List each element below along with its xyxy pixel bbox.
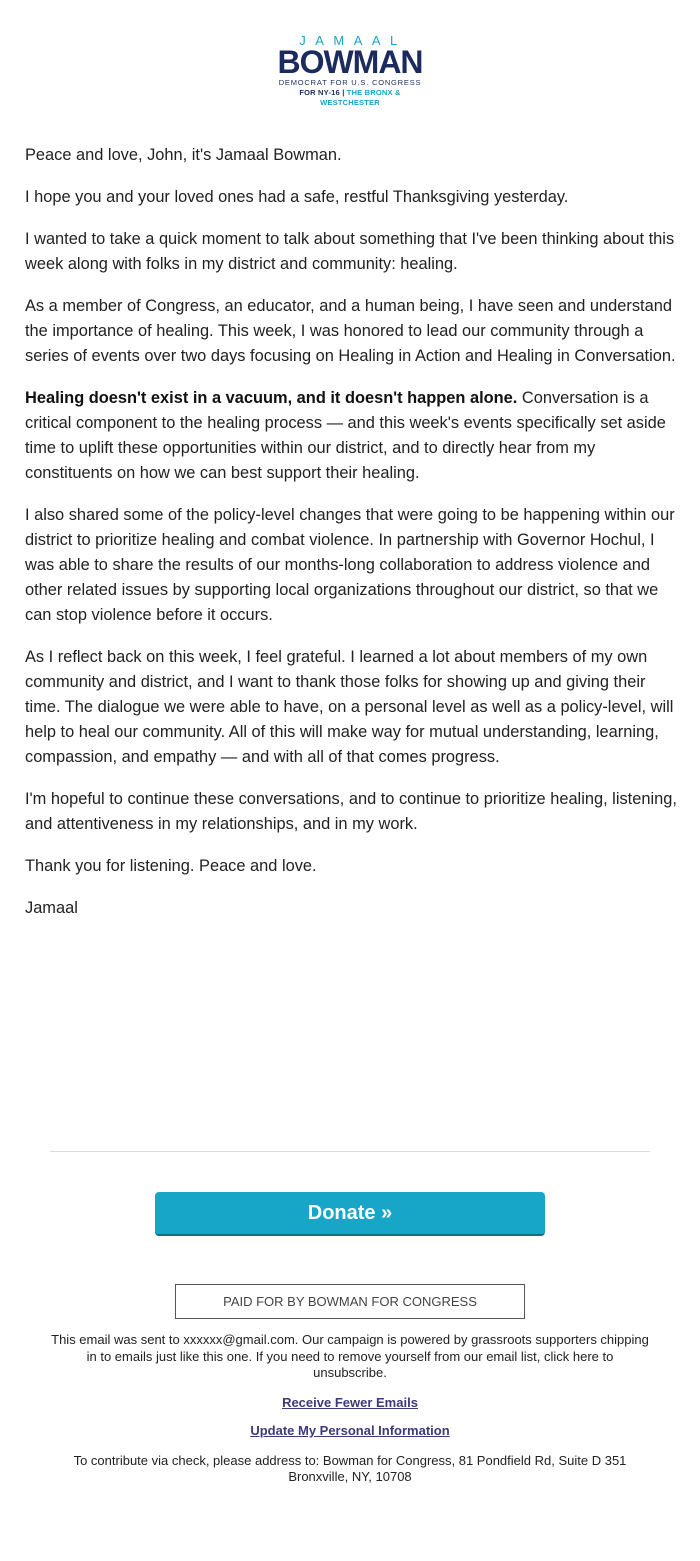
signature: Jamaal [25, 899, 78, 917]
logo-district: FOR NY-16 [299, 88, 340, 97]
logo-subtitle: DEMOCRAT FOR U.S. CONGRESS [278, 78, 422, 87]
paragraph-4-rest: Conversation is a critical component to the healing process — and this week's events specifically set aside time to uplift these opportunities within our district, and to directly hear from my constituents on how we can best support their healing. [25, 389, 666, 482]
paid-for-disclaimer: PAID FOR BY BOWMAN FOR CONGRESS [175, 1284, 525, 1319]
logo-region: THE BRONX & WESTCHESTER [320, 88, 401, 107]
paragraph-2: I wanted to take a quick moment to talk about something that I've been thinking about this week along with folks in my district and community: healing. [25, 230, 675, 273]
paragraph-5: I also shared some of the policy-level changes that were going to be happening within our district to prioritize healing and combat violence. In partnership with Governor Hochul, I was able to share the results of our months-long collaboration to address violence and other related issues by supporting local organizations throughout our district, so that we can stop violence before it occurs. [25, 506, 675, 624]
donate-button[interactable]: Donate » [155, 1192, 545, 1236]
logo-district-line: FOR NY-16 | THE BRONX & WESTCHESTER [299, 88, 401, 107]
footer-divider [50, 1151, 650, 1152]
paragraph-1: I hope you and your loved ones had a safe, restful Thanksgiving yesterday. [25, 188, 569, 206]
paragraph-7: I'm hopeful to continue these conversations, and to continue to prioritize healing, listening, and attentiveness in my relationships, and in my work. [25, 790, 677, 833]
logo-last-name: BOWMAN [277, 44, 423, 80]
paragraph-3: As a member of Congress, an educator, and a human being, I have seen and understand the importance of healing. This week, I was honored to lead our community through a series of events over two days focusing on Healing in Action and Healing in Conversation. [25, 297, 676, 365]
paragraph-4 [25, 386, 677, 486]
paragraph-4-bold: Healing doesn't exist in a vacuum, and it doesn't happen alone. [25, 389, 518, 407]
logo-first-name: JAMAAL [299, 33, 407, 48]
unsubscribe-note[interactable]: This email was sent to xxxxxx@gmail.com. Our campaign is powered by grassroots supporters chipping in to emails just like this one. If you need to remove yourself from our email list, click here to unsubscribe. [51, 1332, 649, 1380]
paragraph-8: Thank you for listening. Peace and love. [25, 857, 317, 875]
email-body [25, 143, 677, 938]
check-contribution-note: To contribute via check, please address to: Bowman for Congress, 81 Pondfield Rd, Suite D 351 Bronxville, NY, 10708 [73, 1453, 627, 1484]
paragraph-6: As I reflect back on this week, I feel grateful. I learned a lot about members of my own community and district, and I want to thank those folks for showing up and giving their time. The dialogue we were able to have, on a personal level as well as a policy-level, will help to heal our community. All of this will make way for mutual understanding, learning, compassion, and empathy — and with all of that comes progress. [25, 648, 674, 766]
campaign-logo [275, 33, 425, 107]
update-personal-info-link[interactable]: Update My Personal Information [250, 1423, 450, 1438]
receive-fewer-emails-link[interactable]: Receive Fewer Emails [282, 1395, 418, 1410]
greeting: Peace and love, John, it's Jamaal Bowman. [25, 146, 342, 164]
